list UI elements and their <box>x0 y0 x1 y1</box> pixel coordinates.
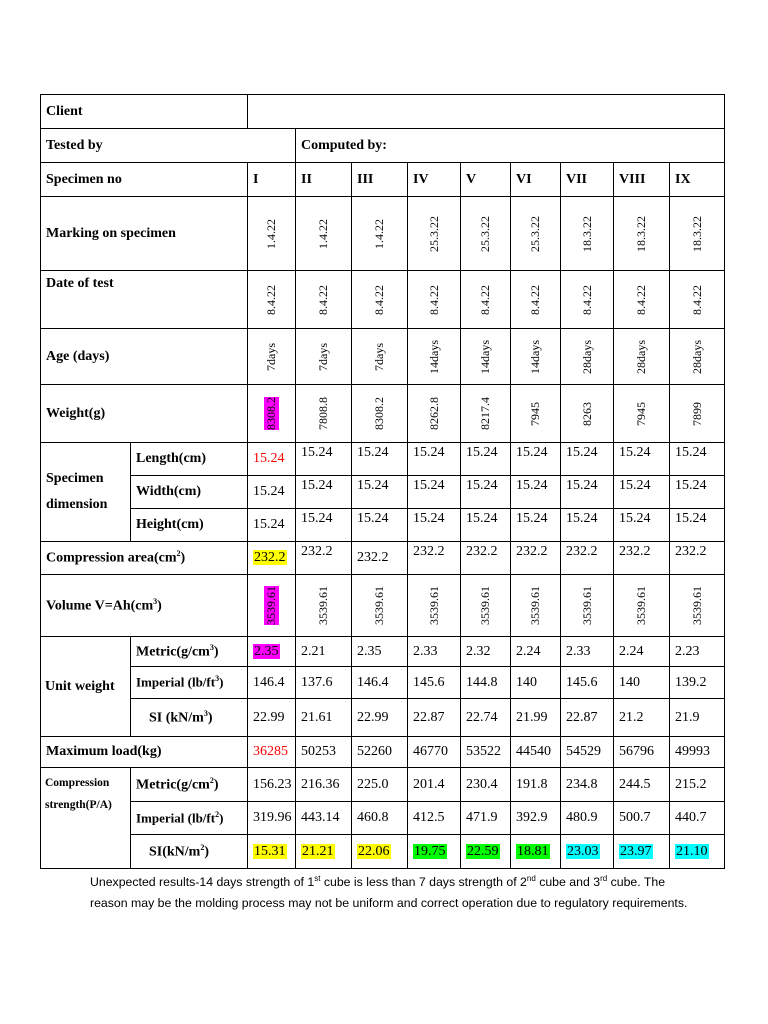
weight-label: Weight(g) <box>41 385 248 443</box>
weight-cell <box>461 385 511 443</box>
weight-cell <box>408 385 461 443</box>
dimension-group-line: dimension <box>46 497 108 512</box>
dimension-group-line: Specimen <box>46 471 104 486</box>
marking-cell <box>408 197 461 271</box>
date-cell <box>561 271 614 329</box>
note-text: cube and 3 <box>535 875 601 890</box>
volume-label-text: Volume V=Ah(cm <box>46 598 154 614</box>
cs-si-text: SI(kN/m <box>149 844 201 860</box>
uw-imperial-text: Imperial (lb/ft <box>136 674 216 690</box>
date-cell <box>352 271 408 329</box>
length-value: 15.24 <box>561 443 614 476</box>
weight-value: 8263 <box>579 401 594 426</box>
specimen-header: III <box>352 163 408 197</box>
weight-cell <box>561 385 614 443</box>
age-cell <box>511 329 561 385</box>
length-value: 15.24 <box>614 443 670 476</box>
width-label: Width(cm) <box>131 476 248 509</box>
volume-row <box>41 575 725 637</box>
marking-cell <box>352 197 408 271</box>
weight-cell <box>352 385 408 443</box>
cs-imperial-value: 471.9 <box>461 802 511 835</box>
marking-value: 1.4.22 <box>372 218 386 249</box>
uw-si-close: ) <box>207 710 213 726</box>
volume-value: 3539.61 <box>689 586 704 625</box>
marking-row <box>41 197 725 271</box>
weight-value: 7899 <box>689 401 704 426</box>
volume-cell <box>248 575 296 637</box>
client-value <box>248 95 725 129</box>
date-cell <box>614 271 670 329</box>
age-value: 28days <box>579 339 594 374</box>
note-text: Unexpected results-14 days strength of 1 <box>90 875 315 890</box>
date-row <box>41 271 725 329</box>
strength-si-label <box>131 835 248 869</box>
area-cell <box>248 542 296 575</box>
max-load-value: 44540 <box>511 737 561 768</box>
test-results-table <box>40 94 725 869</box>
area-value: 232.2 <box>408 542 461 575</box>
uw-si-value: 21.9 <box>670 699 725 737</box>
cs-si-cell <box>670 835 725 869</box>
volume-cell <box>511 575 561 637</box>
height-value: 15.24 <box>511 509 561 542</box>
specimen-header: VII <box>561 163 614 197</box>
area-label-text: Compression area(cm <box>46 550 177 566</box>
uw-imperial-value: 146.4 <box>248 667 296 699</box>
area-value: 232.2 <box>352 542 408 575</box>
uw-si-value: 22.99 <box>248 699 296 737</box>
age-value: 28days <box>689 339 704 374</box>
specimen-header: I <box>248 163 296 197</box>
note-text: cube is less than 7 days strength of 2 <box>320 875 527 890</box>
weight-value: 8308.2 <box>264 397 278 430</box>
weight-cell <box>248 385 296 443</box>
uw-si-text: SI (kN/m <box>149 710 204 726</box>
marking-cell <box>461 197 511 271</box>
date-value: 8.4.22 <box>528 284 542 315</box>
weight-value: 8308.2 <box>372 397 386 430</box>
uw-si-value: 22.87 <box>408 699 461 737</box>
age-value: 14days <box>478 339 492 374</box>
date-value: 8.4.22 <box>316 284 330 315</box>
height-label: Height(cm) <box>131 509 248 542</box>
area-value: 232.2 <box>561 542 614 575</box>
cs-si-cell <box>248 835 296 869</box>
length-value: 15.24 <box>296 443 352 476</box>
width-value: 15.24 <box>511 476 561 509</box>
area-value: 232.2 <box>670 542 725 575</box>
height-value: 15.24 <box>248 509 296 542</box>
results-note <box>90 868 690 914</box>
age-value: 7days <box>264 342 278 371</box>
volume-cell <box>296 575 352 637</box>
max-load-value: 46770 <box>408 737 461 768</box>
cs-si-close: ) <box>204 844 210 860</box>
uw-imperial-value: 139.2 <box>670 667 725 699</box>
height-value: 15.24 <box>670 509 725 542</box>
uw-metric-value: 2.33 <box>561 637 614 667</box>
weight-cell <box>511 385 561 443</box>
age-value: 14days <box>426 339 441 374</box>
tested-by-row <box>41 129 725 163</box>
marking-value: 18.3.22 <box>689 215 704 252</box>
cs-metric-value: 215.2 <box>670 768 725 802</box>
specimen-header: IV <box>408 163 461 197</box>
cs-si-cell <box>511 835 561 869</box>
weight-value: 7945 <box>528 401 542 426</box>
uw-metric-text: Metric(g/cm <box>136 644 210 660</box>
cs-imperial-sup: 2 <box>215 809 220 819</box>
age-value: 28days <box>634 339 648 374</box>
age-cell <box>352 329 408 385</box>
width-value: 15.24 <box>614 476 670 509</box>
width-value: 15.24 <box>248 476 296 509</box>
uw-si-value: 22.87 <box>561 699 614 737</box>
width-row <box>41 476 725 509</box>
strength-imperial-label <box>131 802 248 835</box>
uw-si-sup: 3 <box>203 708 208 718</box>
cs-metric-value: 191.8 <box>511 768 561 802</box>
volume-cell <box>614 575 670 637</box>
cs-metric-value: 230.4 <box>461 768 511 802</box>
height-value: 15.24 <box>461 509 511 542</box>
cs-imperial-value: 440.7 <box>670 802 725 835</box>
age-cell <box>296 329 352 385</box>
unit-weight-si-row <box>41 699 725 737</box>
date-cell <box>408 271 461 329</box>
uw-imperial-value: 145.6 <box>561 667 614 699</box>
area-label <box>41 542 248 575</box>
weight-row <box>41 385 725 443</box>
cs-imperial-value: 460.8 <box>352 802 408 835</box>
volume-value: 3539.61 <box>478 586 492 625</box>
area-label-close: ) <box>180 550 186 566</box>
volume-value: 3539.61 <box>579 586 594 625</box>
strength-imperial-row <box>41 802 725 835</box>
cs-metric-value: 216.36 <box>296 768 352 802</box>
weight-cell <box>670 385 725 443</box>
date-cell <box>296 271 352 329</box>
marking-value: 18.3.22 <box>579 215 594 252</box>
unit-weight-imperial-row <box>41 667 725 699</box>
uw-metric-value: 2.32 <box>461 637 511 667</box>
date-value: 8.4.22 <box>689 284 704 315</box>
cs-si-cell <box>296 835 352 869</box>
date-value: 8.4.22 <box>634 284 648 315</box>
cs-si-cell <box>614 835 670 869</box>
uw-imperial-sup: 3 <box>215 674 220 684</box>
uw-si-value: 22.99 <box>352 699 408 737</box>
volume-value: 3539.61 <box>634 586 648 625</box>
cs-si-value: 18.81 <box>517 843 549 859</box>
date-cell <box>248 271 296 329</box>
volume-cell <box>461 575 511 637</box>
client-label: Client <box>41 95 248 129</box>
specimen-no-label: Specimen no <box>41 163 248 197</box>
volume-cell <box>670 575 725 637</box>
cs-metric-sup: 2 <box>209 775 214 785</box>
width-value: 15.24 <box>296 476 352 509</box>
age-cell <box>561 329 614 385</box>
max-load-label: Maximum load(kg) <box>41 737 248 768</box>
length-value: 15.24 <box>511 443 561 476</box>
cs-si-value: 23.97 <box>620 843 652 859</box>
area-value: 232.2 <box>614 542 670 575</box>
area-value: 232.2 <box>511 542 561 575</box>
length-value: 15.24 <box>408 443 461 476</box>
note-sup: st <box>314 874 321 883</box>
cs-si-value: 21.10 <box>676 843 708 859</box>
specimen-header: VIII <box>614 163 670 197</box>
uw-metric-value: 2.35 <box>254 643 279 659</box>
specimen-header: V <box>461 163 511 197</box>
uw-metric-value: 2.24 <box>511 637 561 667</box>
cs-imperial-value: 392.9 <box>511 802 561 835</box>
length-value: 15.24 <box>461 443 511 476</box>
unit-weight-metric-row <box>41 637 725 667</box>
cs-imperial-value: 500.7 <box>614 802 670 835</box>
uw-metric-value: 2.33 <box>408 637 461 667</box>
marking-cell <box>248 197 296 271</box>
date-cell <box>511 271 561 329</box>
date-value: 8.4.22 <box>264 284 278 315</box>
uw-metric-value: 2.21 <box>296 637 352 667</box>
tested-by-label: Tested by <box>41 129 296 163</box>
specimen-header: IX <box>670 163 725 197</box>
weight-cell <box>296 385 352 443</box>
uw-si-value: 21.99 <box>511 699 561 737</box>
height-value: 15.24 <box>296 509 352 542</box>
weight-cell <box>614 385 670 443</box>
volume-cell <box>561 575 614 637</box>
max-load-value: 49993 <box>670 737 725 768</box>
volume-value: 3539.61 <box>528 586 542 625</box>
cs-metric-value: 201.4 <box>408 768 461 802</box>
strength-group-label <box>41 768 131 869</box>
uw-imperial-value: 137.6 <box>296 667 352 699</box>
cs-si-value: 23.03 <box>567 843 599 859</box>
specimen-no-row <box>41 163 725 197</box>
marking-label: Marking on specimen <box>41 197 248 271</box>
height-value: 15.24 <box>561 509 614 542</box>
uw-imperial-value: 144.8 <box>461 667 511 699</box>
weight-value: 7945 <box>634 401 648 426</box>
area-row <box>41 542 725 575</box>
width-value: 15.24 <box>461 476 511 509</box>
max-load-value: 53522 <box>461 737 511 768</box>
cs-imperial-text: Imperial (lb/ft <box>136 810 216 826</box>
cs-si-cell <box>352 835 408 869</box>
length-value: 15.24 <box>352 443 408 476</box>
volume-label-close: ) <box>157 598 162 614</box>
width-value: 15.24 <box>670 476 725 509</box>
uw-si-value: 21.2 <box>614 699 670 737</box>
cs-metric-value: 234.8 <box>561 768 614 802</box>
cs-si-cell <box>461 835 511 869</box>
uw-imperial-value: 140 <box>511 667 561 699</box>
age-value: 14days <box>528 339 542 374</box>
length-value: 15.24 <box>248 443 296 476</box>
cs-metric-text: Metric(g/cm <box>136 777 210 793</box>
note-text: cube. The reason may be the molding process may not be uniform and correct operation due to regulatory requirements. <box>90 875 688 911</box>
uw-metric-sup: 3 <box>209 642 214 652</box>
length-label: Length(cm) <box>131 443 248 476</box>
volume-value: 3539.61 <box>316 586 330 625</box>
volume-label-sup: 3 <box>153 596 158 606</box>
uw-metric-value: 2.24 <box>614 637 670 667</box>
uw-imperial-value: 140 <box>614 667 670 699</box>
note-sup: rd <box>600 874 608 883</box>
cs-si-cell <box>561 835 614 869</box>
cs-metric-value: 225.0 <box>352 768 408 802</box>
uw-metric-value: 2.35 <box>352 637 408 667</box>
cs-imperial-close: ) <box>219 810 224 826</box>
age-row <box>41 329 725 385</box>
cs-si-sup: 2 <box>200 842 205 852</box>
uw-metric-close: ) <box>213 644 219 660</box>
computed-by-label: Computed by: <box>296 129 725 163</box>
uw-si-value: 22.74 <box>461 699 511 737</box>
marking-value: 25.3.22 <box>426 215 441 252</box>
length-value: 15.24 <box>670 443 725 476</box>
date-value: 8.4.22 <box>579 284 594 315</box>
unit-weight-metric-label <box>131 637 248 667</box>
strength-group-line: Compression <box>45 777 110 789</box>
weight-value: 7808.8 <box>316 397 330 430</box>
length-row <box>41 443 725 476</box>
client-row <box>41 95 725 129</box>
age-cell <box>670 329 725 385</box>
date-cell <box>670 271 725 329</box>
marking-cell <box>614 197 670 271</box>
weight-value: 8217.4 <box>478 397 492 430</box>
height-row <box>41 509 725 542</box>
volume-value: 3539.61 <box>264 586 278 625</box>
cs-metric-close: ) <box>213 777 219 793</box>
max-load-row <box>41 737 725 768</box>
marking-value: 1.4.22 <box>316 218 330 249</box>
cs-imperial-value: 319.96 <box>248 802 296 835</box>
cs-imperial-value: 412.5 <box>408 802 461 835</box>
dimension-group-label <box>41 443 131 542</box>
date-value: 8.4.22 <box>372 284 386 315</box>
cs-metric-value: 244.5 <box>614 768 670 802</box>
width-value: 15.24 <box>352 476 408 509</box>
area-label-sup: 2 <box>176 549 181 559</box>
width-value: 15.24 <box>561 476 614 509</box>
marking-cell <box>561 197 614 271</box>
volume-label <box>41 575 248 637</box>
strength-metric-label <box>131 768 248 802</box>
area-value: 232.2 <box>254 550 286 565</box>
unit-weight-group-label: Unit weight <box>41 637 131 737</box>
age-value: 7days <box>316 342 330 371</box>
volume-cell <box>352 575 408 637</box>
area-value: 232.2 <box>296 542 352 575</box>
cs-metric-value: 156.23 <box>248 768 296 802</box>
uw-imperial-value: 146.4 <box>352 667 408 699</box>
age-cell <box>248 329 296 385</box>
cs-imperial-value: 443.14 <box>296 802 352 835</box>
marking-cell <box>296 197 352 271</box>
max-load-value: 56796 <box>614 737 670 768</box>
cs-si-cell <box>408 835 461 869</box>
marking-value: 25.3.22 <box>478 215 492 252</box>
weight-value: 8262.8 <box>426 397 441 430</box>
height-value: 15.24 <box>614 509 670 542</box>
volume-cell <box>408 575 461 637</box>
cs-si-value: 21.21 <box>302 843 334 859</box>
cs-si-value: 22.59 <box>467 843 499 859</box>
marking-value: 1.4.22 <box>264 218 278 249</box>
max-load-value: 52260 <box>352 737 408 768</box>
max-load-value: 36285 <box>248 737 296 768</box>
strength-group-line: strength(P/A) <box>45 799 112 811</box>
age-cell <box>461 329 511 385</box>
uw-metric-value: 2.23 <box>670 637 725 667</box>
marking-cell <box>511 197 561 271</box>
uw-si-value: 21.61 <box>296 699 352 737</box>
height-value: 15.24 <box>352 509 408 542</box>
age-value: 7days <box>372 342 386 371</box>
marking-value: 25.3.22 <box>528 215 542 252</box>
date-label: Date of test <box>41 271 248 329</box>
volume-value: 3539.61 <box>372 586 386 625</box>
age-cell <box>614 329 670 385</box>
cs-imperial-value: 480.9 <box>561 802 614 835</box>
strength-metric-row <box>41 768 725 802</box>
marking-value: 18.3.22 <box>634 215 648 252</box>
date-cell <box>461 271 511 329</box>
uw-imperial-close: ) <box>219 674 224 690</box>
unit-weight-si-label <box>131 699 248 737</box>
age-cell <box>408 329 461 385</box>
date-value: 8.4.22 <box>478 284 492 315</box>
height-value: 15.24 <box>408 509 461 542</box>
strength-si-row <box>41 835 725 869</box>
marking-cell <box>670 197 725 271</box>
max-load-value: 54529 <box>561 737 614 768</box>
volume-value: 3539.61 <box>426 586 441 625</box>
specimen-header: VI <box>511 163 561 197</box>
uw-metric-cell <box>248 637 296 667</box>
cs-si-value: 15.31 <box>254 843 286 859</box>
area-value: 232.2 <box>461 542 511 575</box>
cs-si-value: 19.75 <box>414 843 446 859</box>
cs-si-value: 22.06 <box>358 843 390 859</box>
age-label: Age (days) <box>41 329 248 385</box>
uw-imperial-value: 145.6 <box>408 667 461 699</box>
max-load-value: 50253 <box>296 737 352 768</box>
note-sup: nd <box>526 874 536 883</box>
width-value: 15.24 <box>408 476 461 509</box>
unit-weight-imperial-label <box>131 667 248 699</box>
date-value: 8.4.22 <box>426 284 441 315</box>
specimen-header: II <box>296 163 352 197</box>
